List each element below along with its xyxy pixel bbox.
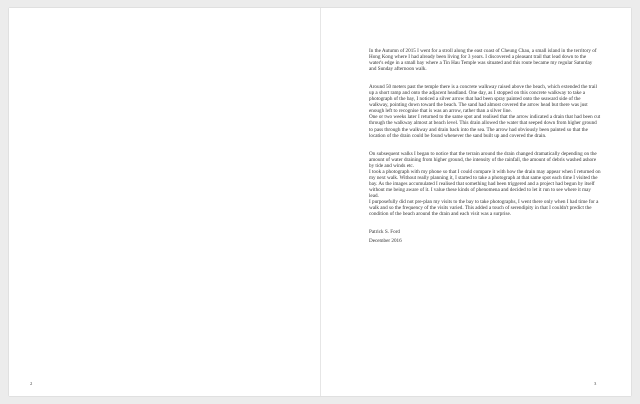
paragraph-3: One or two weeks later I returned to the same spot and realised that the arrow indicated a drain that had been cut through the walkway almost at beach level. This drain allowed the water that seeped down from higher ground to pass through the walkway and drain back into the sea. The arrow had obviously been painted so that the location of the drain could be found whenever the sand built up and covered the drain.: [369, 114, 601, 139]
author-name: Patrick S. Ford: [369, 229, 400, 236]
book-spread: [9, 8, 631, 396]
paragraph-1: In the Autumn of 2015 I went for a stroll along the east coast of Cheung Chau, a small island in the territory of Hong Kong where I had already been living for 3 years. I discovered a pleasant trail that lead down to the water's edge in a small bay where a Tin Hau Temple was situated and this route became my regular Saturday and Sunday afternoon walk.: [369, 48, 597, 73]
signature-date: December 2016: [369, 238, 402, 245]
paragraph-6: I purposefully did not pre-plan my visits to the bay to take photographs, I went there only when I had time for a walk and so the frequency of the visits varied. This added a touch of serendipity in that I couldn't predict the condition of the beach around the drain and each visit was a surprise.: [369, 198, 599, 218]
paragraph-4: On subsequent walks I began to notice that the terrain around the drain changed dramatically depending on the amount of water draining from higher ground, the intensity of the rainfall, the amount of debris washed ashore by tide and winds etc.: [369, 150, 597, 169]
signature-block: [369, 229, 601, 244]
paragraph-5: I took a photograph with my phone so that I could compare it with how the drain may appear when I returned on my next walk. Without really planning it, I started to take a photograph at that same spot each time I visited the bay. As the images accumulated I realised that something had been triggered and a project had begun by itself without me being aware of it. I value these kinds of phenomena and decided to let it run to see where it may lead.: [369, 168, 601, 199]
page-gutter: [320, 8, 321, 396]
left-page-number: 2: [30, 381, 33, 386]
essay-text: [369, 48, 601, 247]
right-page-number: 3: [594, 381, 597, 386]
paragraph-2: Around 50 meters past the temple there is a concrete walkway raised above the beach, which extended the trail up a short ramp and onto the adjacent headland. One day, as I stopped on this concrete walkway to take a photograph of the bay, I noticed a silver arrow that had been spray painted onto the seaward side of the walkway, pointing down toward the beach. The sand had almost covered the arrow head but there was just enough left to recognise that is was an arrow, rather than a silver line.: [369, 84, 597, 115]
